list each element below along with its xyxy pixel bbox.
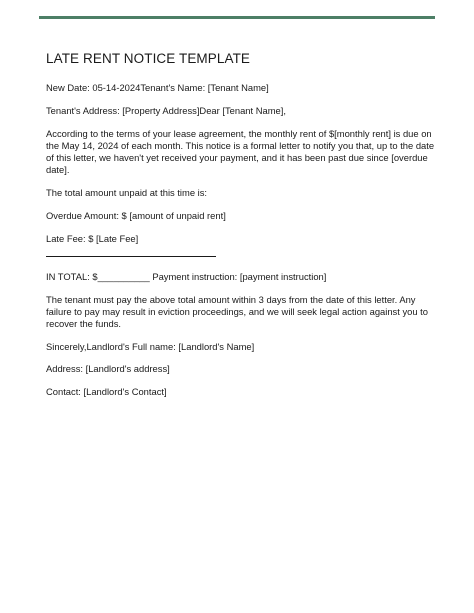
overdue-amount-line: Overdue Amount: $ [amount of unpaid rent]: [46, 209, 226, 221]
landlord-contact-line: Contact: [Landlord's Contact]: [46, 386, 167, 398]
total-and-payment-instruction-line: IN TOTAL: $__________ Payment instruction: [payment instruction]: [46, 270, 327, 282]
total-unpaid-intro: The total amount unpaid at this time is:: [46, 186, 208, 198]
date-and-tenant-name-line: New Date: 05-14-2024Tenant's Name: [Tenant Name]: [46, 82, 269, 93]
payment-deadline-paragraph: The tenant must pay the above total amount within 3 days from the date of this letter. Any failure to pay may result in eviction proceedings, and we will seek legal action against you to recover the funds.: [46, 293, 428, 329]
late-fee-line: Late Fee: $ [Late Fee]: [46, 232, 139, 244]
tenant-address-greeting-line: Tenant's Address: [Property Address]Dear [Tenant Name],: [46, 104, 286, 116]
landlord-address-line: Address: [Landlord's address]: [46, 363, 170, 375]
signature-line: Sincerely,Landlord's Full name: [Landlord's Name]: [46, 340, 255, 352]
lease-terms-paragraph: According to the terms of your lease agreement, the monthly rent of $[monthly rent] is due on the May 14, 2024 of each month. This notice is a formal letter to notify you that, up to the date of this letter, we haven't yet received your payment, and it has been past due since [overdue date].: [46, 127, 435, 176]
letter-body: [46, 50, 436, 409]
header-rule: [39, 16, 435, 19]
document-title: LATE RENT NOTICE TEMPLATE: [46, 51, 251, 66]
separator-line: [46, 256, 216, 257]
